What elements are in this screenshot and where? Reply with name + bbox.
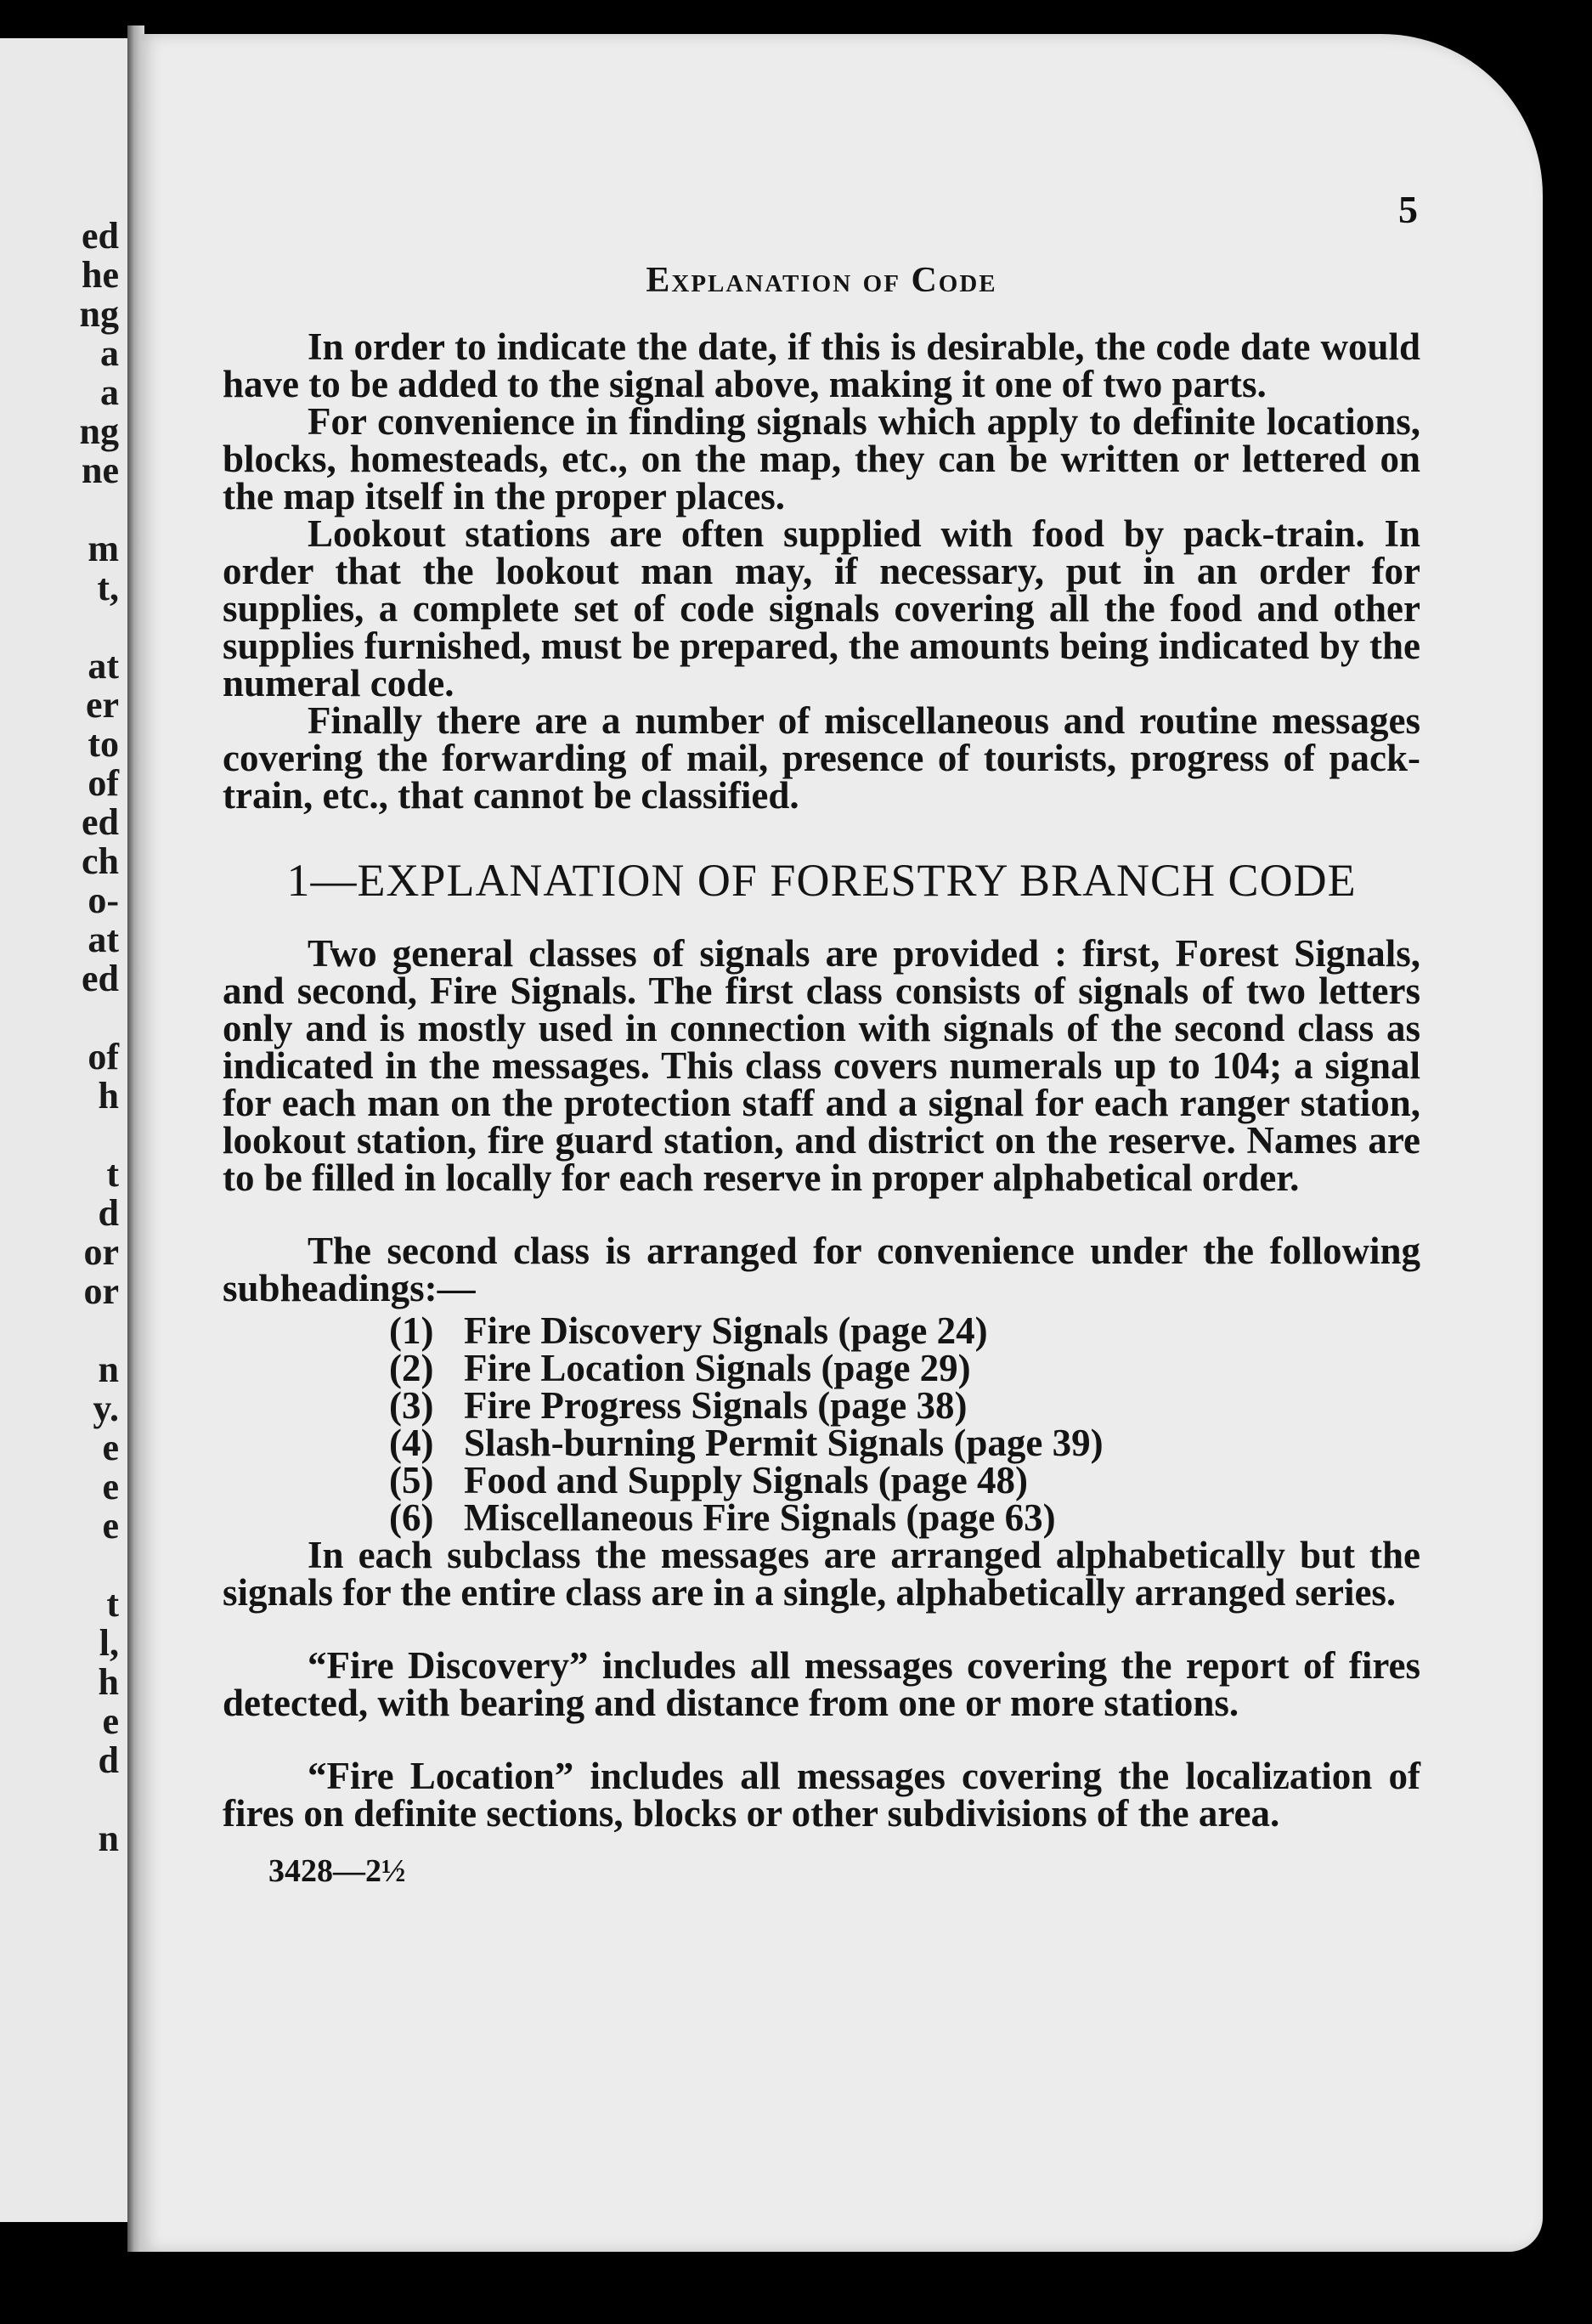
- section-paragraph-5: “Fire Location” includes all messages covering the localization of fires on definite sections, blocks or other subdivisions of the area.: [223, 1755, 1420, 1835]
- subheading-text: Fire Discovery Signals (page 24): [464, 1309, 988, 1352]
- subheading-item: [389, 1384, 1420, 1427]
- subheading-number: (6): [389, 1496, 434, 1539]
- subheading-text: Fire Progress Signals (page 38): [464, 1384, 968, 1427]
- subheading-number: (1): [389, 1309, 434, 1352]
- subheading-text: Food and Supply Signals (page 48): [464, 1459, 1028, 1501]
- running-head: Explanation of Code: [646, 261, 997, 300]
- book-page: [141, 34, 1543, 2252]
- subheading-number: (5): [389, 1459, 434, 1501]
- page-number: 5: [1398, 188, 1418, 231]
- section-heading: 1—EXPLANATION OF FORESTRY BRANCH CODE: [286, 855, 1357, 906]
- subheading-item: [389, 1496, 1420, 1539]
- subheading-number: (3): [389, 1384, 434, 1427]
- intro-paragraph-3: Lookout stations are often supplied with food by pack-train. In order that the lookout man may, if necessary, put in an order for supplies, a complete set of code signals covering all the food and other supplies furnished, must be prepared, the amounts being indicated by the numeral code.: [223, 512, 1420, 704]
- subheading-number: (2): [389, 1347, 434, 1389]
- facing-page: [0, 38, 127, 2222]
- subheading-item: [389, 1349, 1420, 1387]
- subheading-item: [389, 1309, 1420, 1352]
- subheading-item: [389, 1424, 1420, 1462]
- subheading-text: Fire Location Signals (page 29): [464, 1347, 971, 1389]
- section-paragraph-3: In each subclass the messages are arranged alphabetically but the signals for the entire class are in a single, alphabetically arranged series.: [223, 1534, 1420, 1614]
- intro-paragraph-1: In order to indicate the date, if this is desirable, the code date would have to be added to the signal above, making it one of two parts.: [223, 325, 1420, 405]
- section-paragraph-1: Two general classes of signals are provided : first, Forest Signals, and second, Fire Signals. The first class consists of signals of two letters only and is mostly used in connection with signals of the second class as indicated in the messages. This class covers numerals up to 104; a signal for each man on the protection staff and a signal for each ranger station, lookout station, fire guard station, and district on the reserve. Names are to be filled in locally for each reserve in proper alphabetical order.: [223, 932, 1420, 1199]
- subheading-text: Slash-burning Permit Signals (page 39): [464, 1422, 1104, 1464]
- subheading-text: Miscellaneous Fire Signals (page 63): [464, 1496, 1056, 1539]
- printer-signature: 3428—2½: [268, 1853, 406, 1889]
- facing-page-text: ed he ng a a ng ne m t, at er to of ed ch o- at ed of h t d or or n y. e e e t l, h e d n: [79, 215, 119, 1859]
- intro-paragraph-4: Finally there are a number of miscellaneous and routine messages covering the forwarding of mail, presence of tourists, progress of pack-train, etc., that cannot be classified.: [223, 699, 1420, 817]
- section-paragraph-2: The second class is arranged for convenience under the following subheadings:—: [223, 1230, 1420, 1309]
- subheading-item: [389, 1459, 1420, 1501]
- page-content: [223, 262, 1420, 1890]
- subheading-number: (4): [389, 1422, 434, 1464]
- intro-paragraph-2: For convenience in finding signals which apply to definite locations, blocks, homesteads, etc., on the map, they can be written or lettered on the map itself in the proper places.: [223, 400, 1420, 517]
- section-paragraph-4: “Fire Discovery” includes all messages covering the report of fires detected, with bearing and distance from one or more stations.: [223, 1644, 1420, 1724]
- subheading-list: [223, 1309, 1420, 1539]
